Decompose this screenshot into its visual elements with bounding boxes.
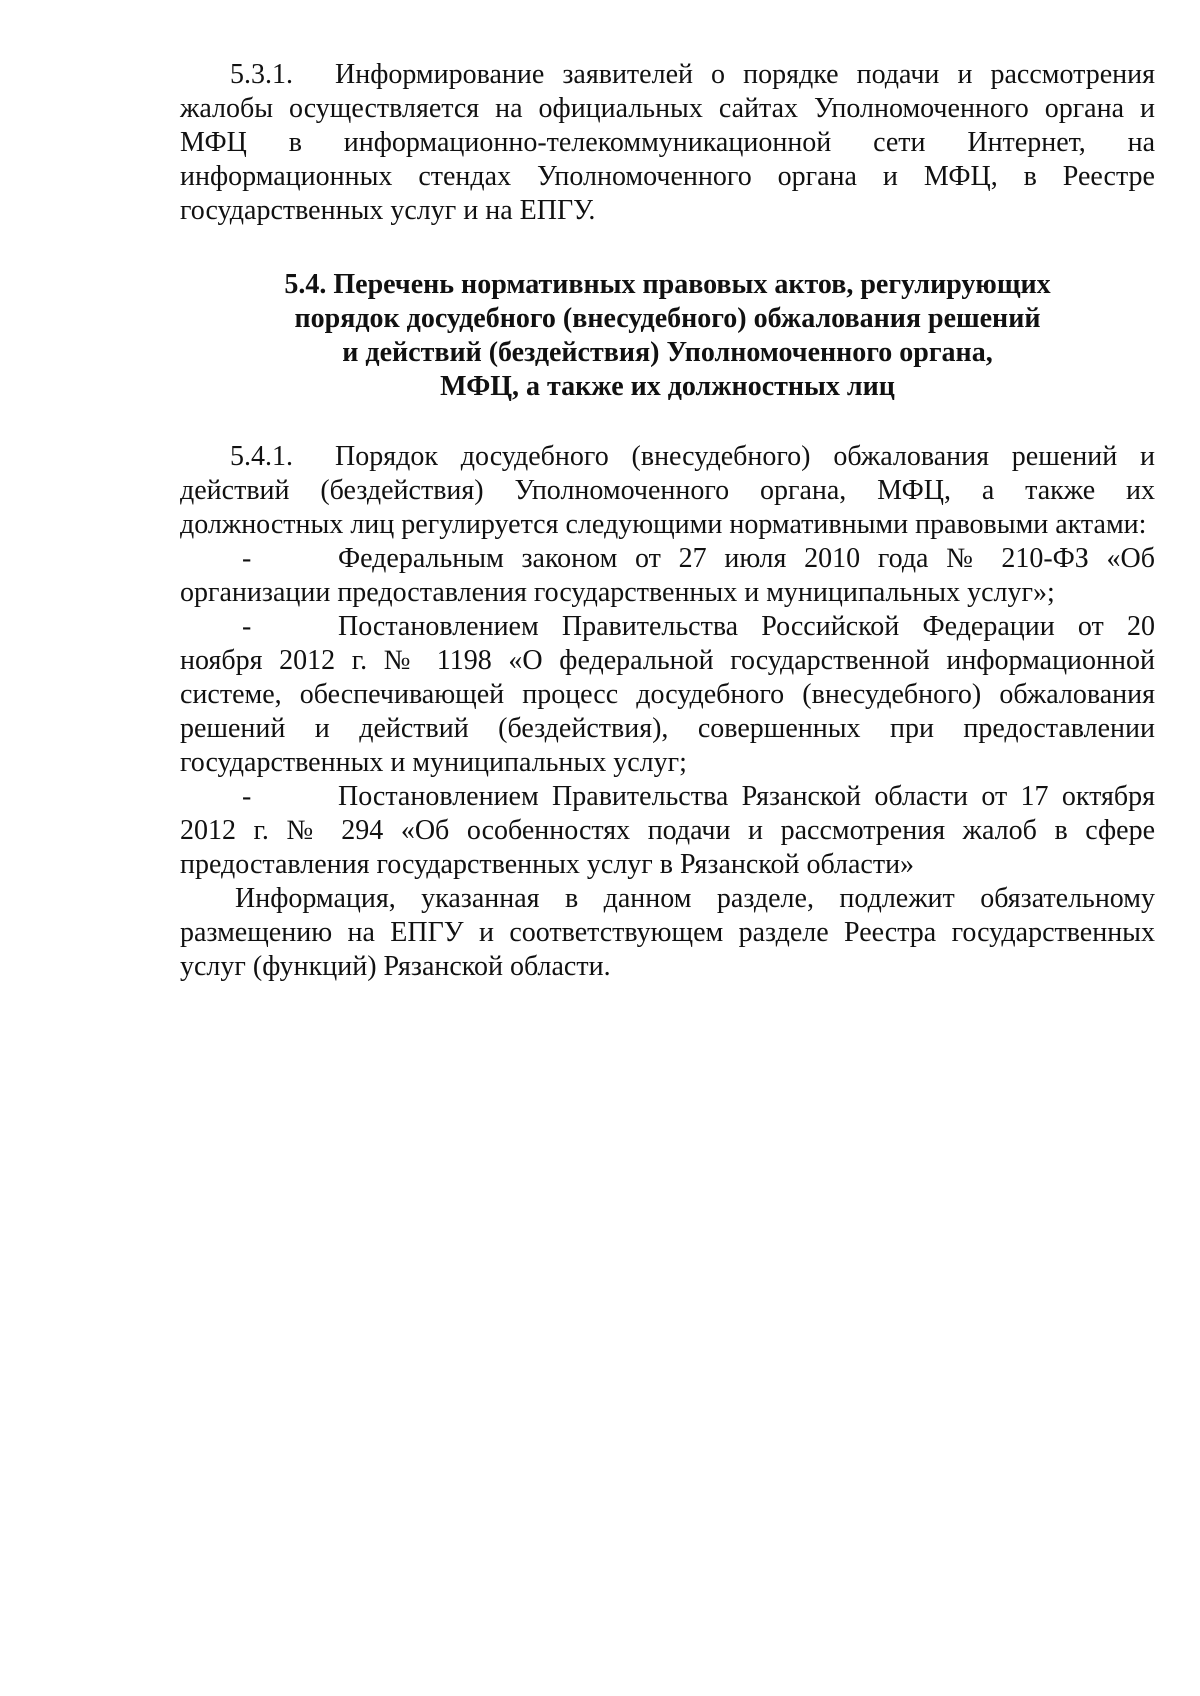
list-item-text: Постановлением Правительства Российской Федерации от 20 ноября 2012 г. № 1198 «О федеральной государственной информационной системе, обеспечивающей процесс досудебного (внесудебного) обжалования решений и действий (бездействия), совершенных при предоставлении государственных и муниципальных услуг; bbox=[180, 611, 1155, 778]
list-item-text: Постановлением Правительства Рязанской области от 17 октября 2012 г. № 294 «Об особенностях подачи и рассмотрения жалоб в сфере предоставления государственных услуг в Рязанской области» bbox=[180, 781, 1155, 880]
heading-line: и действий (бездействия) Уполномоченного органа, bbox=[342, 337, 993, 368]
paragraph-number: 5.3.1. bbox=[230, 59, 293, 90]
list-dash: - bbox=[242, 781, 252, 812]
list-item-text: Федеральным законом от 27 июля 2010 года № 210-ФЗ «Об организации предоставления государственных и муниципальных услуг»; bbox=[180, 543, 1155, 608]
section-heading-5-4 bbox=[180, 268, 1155, 404]
list-dash: - bbox=[242, 543, 252, 574]
list-dash: - bbox=[242, 611, 252, 642]
paragraph-number: 5.4.1. bbox=[230, 441, 293, 472]
list-item bbox=[180, 610, 1155, 780]
heading-line: МФЦ, а также их должностных лиц bbox=[440, 371, 895, 402]
paragraph-5-4-1 bbox=[180, 440, 1155, 542]
list-item bbox=[180, 780, 1155, 882]
paragraph-text: Информирование заявителей о порядке подачи и рассмотрения жалобы осуществляется на официальных сайтах Уполномоченного органа и МФЦ в информационно-телекоммуникационной сети Интернет, на информационных стендах Уполномоченного органа и МФЦ, в Реестре государственных услуг и на ЕПГУ. bbox=[180, 59, 1155, 226]
paragraph-text: Порядок досудебного (внесудебного) обжалования решений и действий (бездействия) Уполномоченного органа, МФЦ, а также их должностных лиц регулируется следующими нормативными правовыми актами: bbox=[180, 441, 1155, 540]
final-paragraph: Информация, указанная в данном разделе, подлежит обязательному размещению на ЕПГУ и соответствующем разделе Реестра государственных услуг (функций) Рязанской области. bbox=[180, 883, 1155, 982]
heading-line: порядок досудебного (внесудебного) обжалования решений bbox=[294, 303, 1041, 334]
list-item bbox=[180, 542, 1155, 610]
heading-line: 5.4. Перечень нормативных правовых актов, регулирующих bbox=[284, 269, 1051, 300]
paragraph-5-3-1 bbox=[180, 58, 1155, 228]
document-body bbox=[180, 58, 1155, 984]
